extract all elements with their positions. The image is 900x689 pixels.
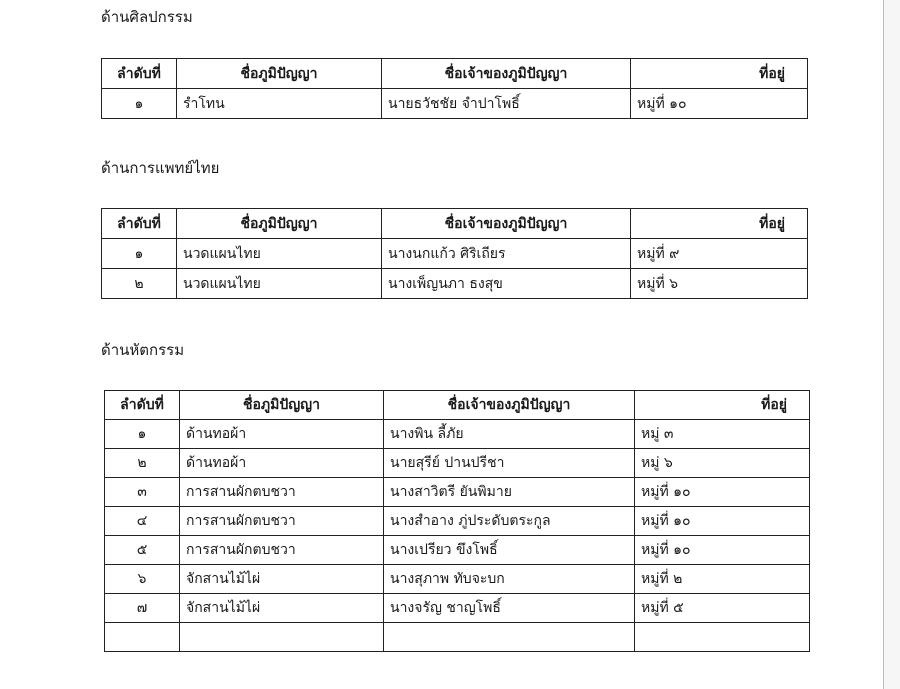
- header-name: ชื่อภูมิปัญญา: [180, 391, 384, 420]
- table-row: [105, 507, 810, 536]
- table-row: [102, 269, 808, 299]
- table-row: [105, 449, 810, 478]
- cell-address: หมู่ ๖: [635, 449, 810, 478]
- page-edge: [883, 0, 900, 689]
- cell-name: [180, 623, 384, 652]
- cell-no: ๕: [105, 536, 180, 565]
- section-heading-arts: ด้านศิลปกรรม: [101, 8, 193, 26]
- header-owner: ชื่อเจ้าของภูมิปัญญา: [384, 391, 635, 420]
- cell-name: การสานผักตบชวา: [180, 536, 384, 565]
- cell-address: หมู่ที่ ๖: [631, 269, 808, 299]
- table-crafts: [104, 390, 810, 652]
- cell-address: [635, 623, 810, 652]
- table-medicine: [101, 208, 808, 299]
- cell-name: ด้านทอผ้า: [180, 449, 384, 478]
- cell-no: ๑: [105, 420, 180, 449]
- cell-no: ๖: [105, 565, 180, 594]
- cell-address: หมู่ที่ ๑๐: [635, 507, 810, 536]
- cell-address: หมู่ที่ ๑๐: [631, 89, 808, 119]
- header-owner: ชื่อเจ้าของภูมิปัญญา: [382, 209, 631, 239]
- cell-name: นวดแผนไทย: [177, 239, 382, 269]
- table-row: [105, 594, 810, 623]
- section-heading-medicine: ด้านการแพทย์ไทย: [101, 159, 220, 177]
- cell-owner: นางจรัญ ชาญโพธิ์: [384, 594, 635, 623]
- table-header-row: [102, 209, 808, 239]
- table-header-row: [105, 391, 810, 420]
- cell-no: ๔: [105, 507, 180, 536]
- table-arts: [101, 58, 808, 119]
- cell-owner: [384, 623, 635, 652]
- table-row-empty: [105, 623, 810, 652]
- header-no: ลำดับที่: [105, 391, 180, 420]
- header-name: ชื่อภูมิปัญญา: [177, 209, 382, 239]
- cell-owner: นางสุภาพ ทับจะบก: [384, 565, 635, 594]
- cell-address: หมู่ที่ ๑๐: [635, 478, 810, 507]
- table-row: [105, 420, 810, 449]
- cell-owner: นางเพ็ญนภา ธงสุข: [382, 269, 631, 299]
- table-row: [102, 239, 808, 269]
- cell-name: รำโทน: [177, 89, 382, 119]
- header-owner: ชื่อเจ้าของภูมิปัญญา: [382, 59, 631, 89]
- cell-name: จักสานไม้ไผ่: [180, 594, 384, 623]
- cell-owner: นางนกแก้ว ศิริเถียร: [382, 239, 631, 269]
- cell-no: [105, 623, 180, 652]
- cell-no: ๗: [105, 594, 180, 623]
- cell-no: ๒: [105, 449, 180, 478]
- table-row: [105, 565, 810, 594]
- cell-no: ๑: [102, 239, 177, 269]
- cell-owner: นางสำอาง ภู่ประดับตระกูล: [384, 507, 635, 536]
- table-row: [105, 536, 810, 565]
- table-row: [105, 478, 810, 507]
- cell-owner: นายธวัชชัย จำปาโพธิ์: [382, 89, 631, 119]
- cell-owner: นางเปรียว ขึงโพธิ์: [384, 536, 635, 565]
- cell-name: จักสานไม้ไผ่: [180, 565, 384, 594]
- cell-no: ๓: [105, 478, 180, 507]
- cell-name: การสานผักตบชวา: [180, 507, 384, 536]
- cell-address: หมู่ที่ ๒: [635, 565, 810, 594]
- cell-no: ๒: [102, 269, 177, 299]
- cell-name: ด้านทอผ้า: [180, 420, 384, 449]
- header-no: ลำดับที่: [102, 59, 177, 89]
- table-header-row: [102, 59, 808, 89]
- header-name: ชื่อภูมิปัญญา: [177, 59, 382, 89]
- cell-name: การสานผักตบชวา: [180, 478, 384, 507]
- section-heading-crafts: ด้านหัตกรรม: [101, 341, 185, 359]
- header-address: ที่อยู่: [631, 59, 808, 89]
- cell-no: ๑: [102, 89, 177, 119]
- table-row: [102, 89, 808, 119]
- header-no: ลำดับที่: [102, 209, 177, 239]
- cell-address: หมู่ที่ ๙: [631, 239, 808, 269]
- cell-name: นวดแผนไทย: [177, 269, 382, 299]
- cell-address: หมู่ที่ ๕: [635, 594, 810, 623]
- header-address: ที่อยู่: [631, 209, 808, 239]
- header-address: ที่อยู่: [635, 391, 810, 420]
- cell-owner: นางสาวิตรี ยันพิมาย: [384, 478, 635, 507]
- cell-address: หมู่ ๓: [635, 420, 810, 449]
- cell-owner: นางพิน ลี้ภัย: [384, 420, 635, 449]
- cell-owner: นายสุรีย์ ปานปรีชา: [384, 449, 635, 478]
- cell-address: หมู่ที่ ๑๐: [635, 536, 810, 565]
